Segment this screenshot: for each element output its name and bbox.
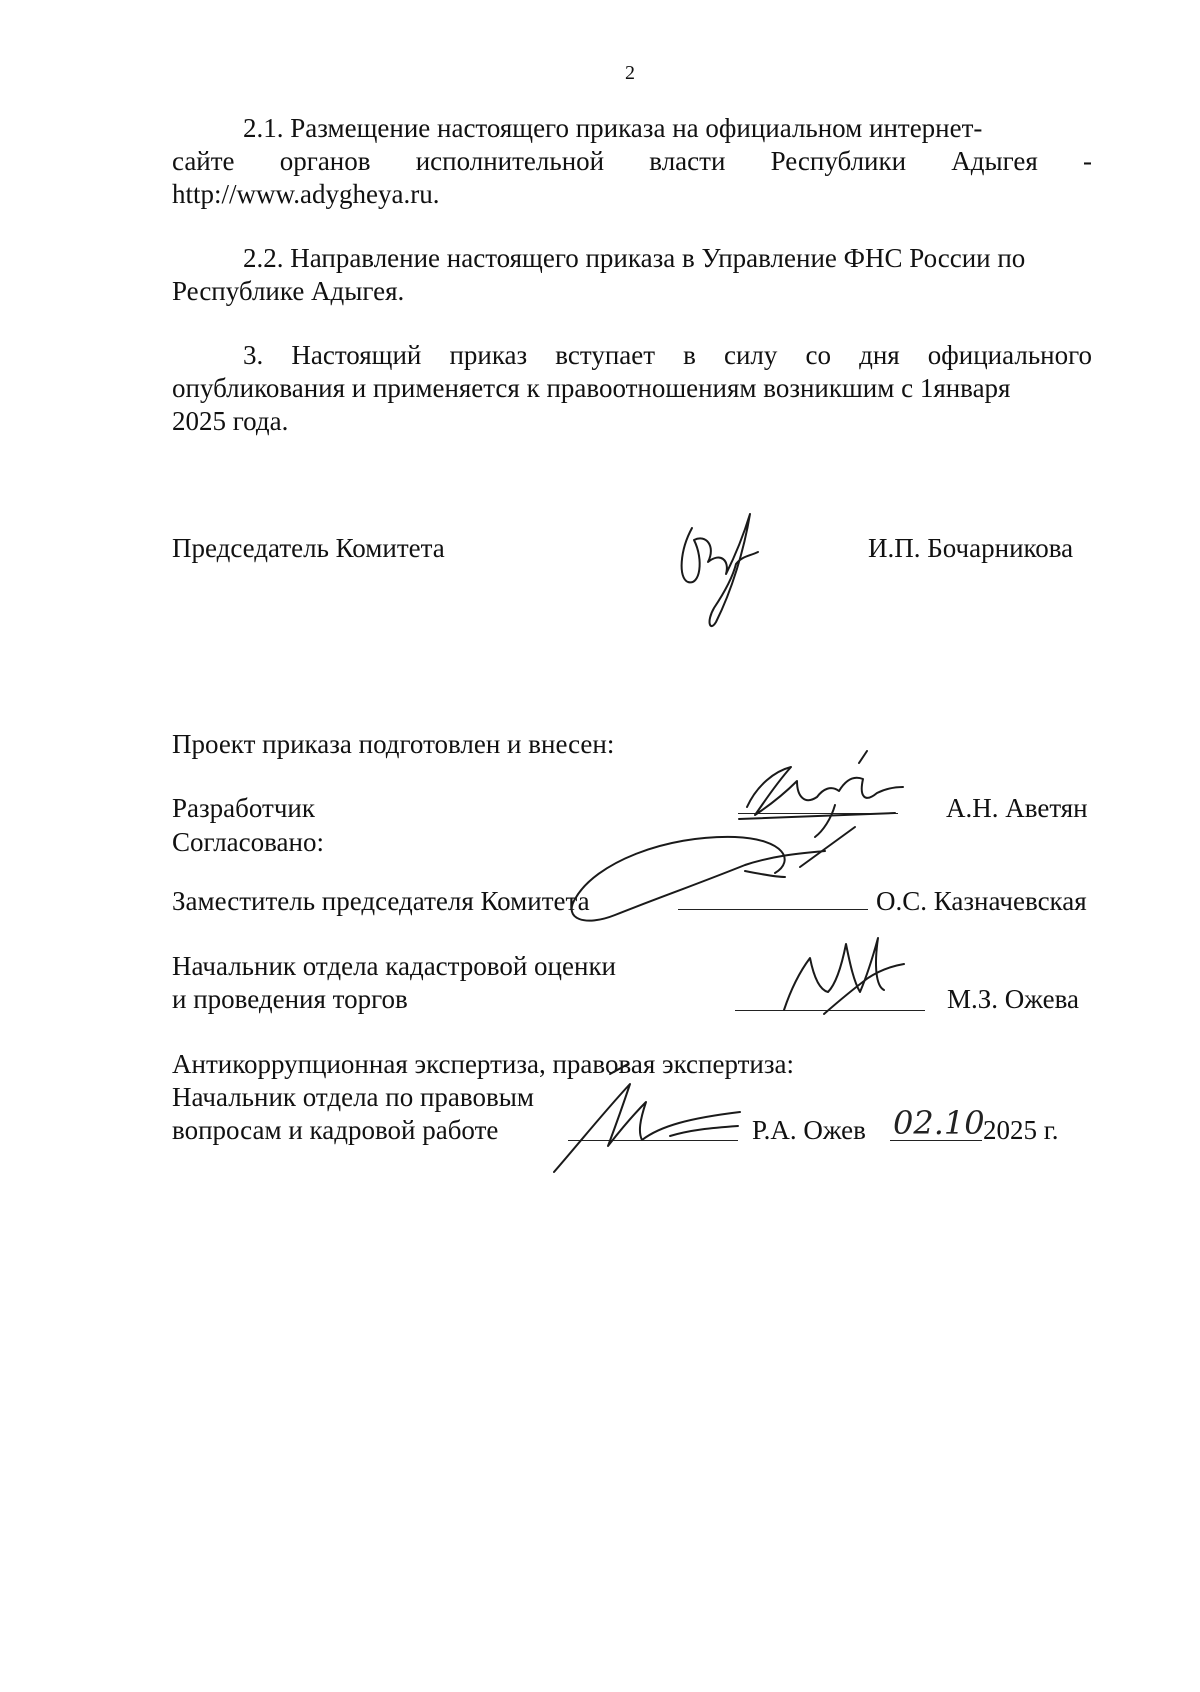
agreed-label: Согласовано: xyxy=(172,827,324,857)
item-2-1-line-3: http://www.adygheya.ru. xyxy=(172,179,440,209)
chairman-name: И.П. Бочарникова xyxy=(868,533,1074,563)
legal-head-signature xyxy=(550,1060,750,1175)
prepared-heading: Проект приказа подготовлен и внесен: xyxy=(172,729,615,759)
developer-label: Разработчик xyxy=(172,793,315,823)
chairman-signature xyxy=(670,500,770,630)
expertise-heading: Антикоррупционная экспертиза, правовая экспертиза: xyxy=(172,1049,795,1079)
date-handwritten: 02.10 xyxy=(893,1104,985,1142)
head-cadastral-line-1: Начальник отдела кадастровой оценки xyxy=(172,951,617,981)
item-2-1-line-1: 2.1. Размещение настоящего приказа на официальном интернет- xyxy=(243,113,983,143)
date-suffix: 2025 г. xyxy=(983,1115,1059,1145)
item-2-2-line-1: 2.2. Направление настоящего приказа в Управление ФНС России по xyxy=(243,243,1026,273)
legal-head-line-2: вопросам и кадровой работе xyxy=(172,1115,499,1145)
item-2-2-line-2: Республике Адыгея. xyxy=(172,276,405,306)
legal-head-name: Р.А. Ожев xyxy=(752,1115,866,1145)
chairman-title: Председатель Комитета xyxy=(172,533,445,563)
legal-head-line-1: Начальник отдела по правовым xyxy=(172,1082,534,1112)
deputy-name: О.С. Казначевская xyxy=(876,886,1087,916)
head-cadastral-name: М.З. Ожева xyxy=(947,984,1079,1014)
head-cadastral-line-2: и проведения торгов xyxy=(172,984,408,1014)
deputy-signature xyxy=(555,815,885,935)
item-3-line-2: опубликования и применяется к правоотношениям возникшим с 1января xyxy=(172,373,1011,403)
page-number: 2 xyxy=(625,62,635,84)
head-cadastral-signature xyxy=(780,930,930,1020)
deputy-label: Заместитель председателя Комитета xyxy=(172,886,590,916)
developer-name: А.Н. Аветян xyxy=(946,793,1088,823)
item-3-line-1: 3. Настоящий приказ вступает в силу со дня официального xyxy=(243,340,1092,370)
item-2-1-line-2: сайте органов исполнительной власти Республики Адыгея - xyxy=(172,146,1092,176)
item-3-line-3: 2025 года. xyxy=(172,406,289,436)
